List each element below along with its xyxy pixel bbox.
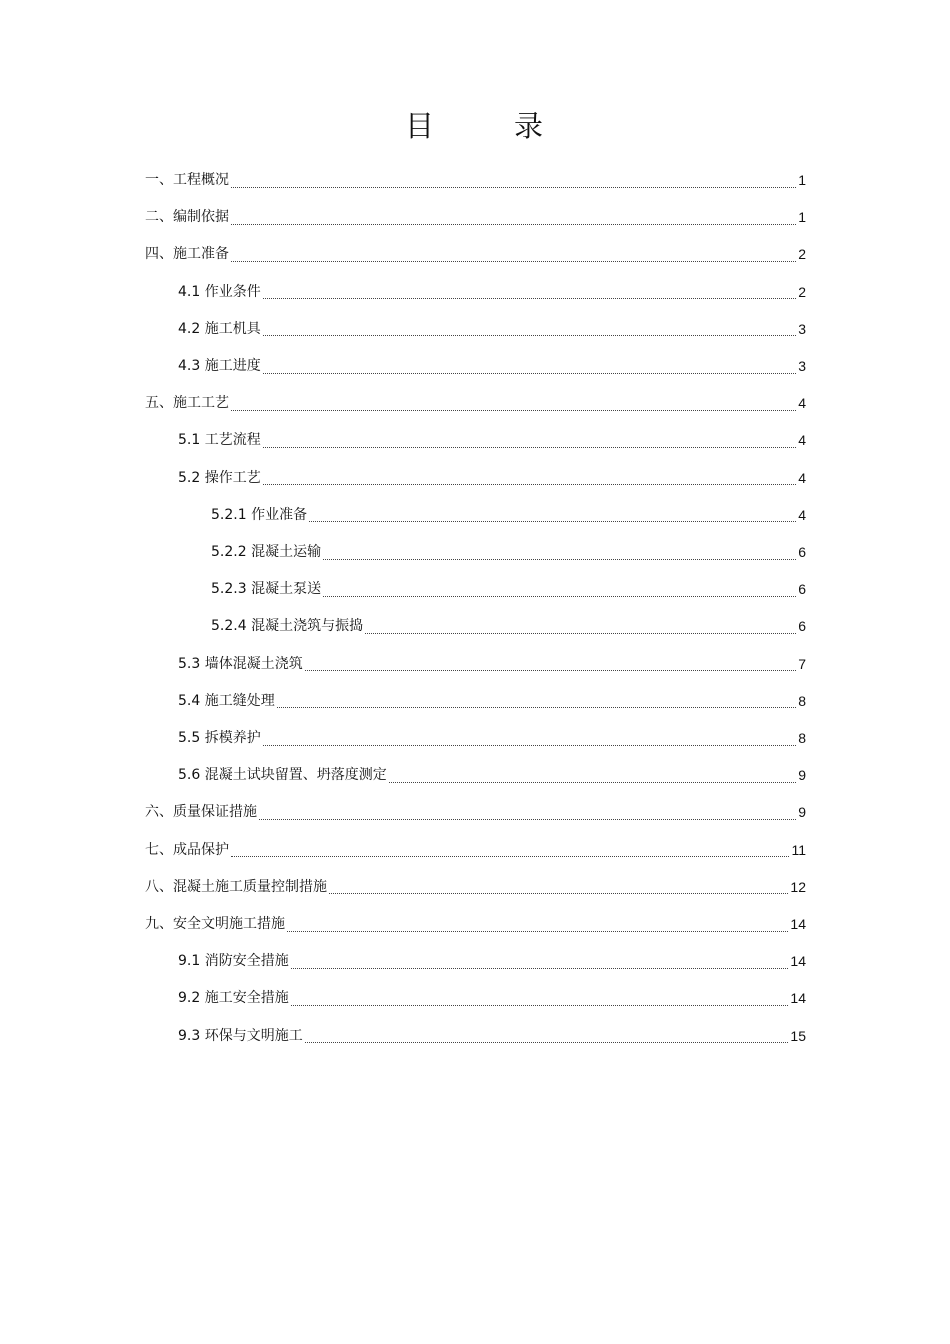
toc-dot-leader xyxy=(305,1041,789,1043)
toc-entry-page-number: 8 xyxy=(798,692,806,709)
toc-entry-page-number: 6 xyxy=(798,581,806,598)
toc-entry-label: 七、成品保护 xyxy=(145,841,229,858)
toc-entry[interactable] xyxy=(178,720,806,757)
toc-entry[interactable] xyxy=(178,274,806,311)
toc-dot-leader xyxy=(231,409,796,411)
toc-entry[interactable] xyxy=(178,943,806,980)
toc-dot-leader xyxy=(231,223,796,225)
toc-entry-page-number: 14 xyxy=(790,953,806,970)
toc-entry-label: 5.2.1 作业准备 xyxy=(211,506,308,523)
toc-entry[interactable] xyxy=(211,571,806,608)
toc-entry-label: 5.3 墙体混凝土浇筑 xyxy=(178,655,303,672)
toc-entry-label: 4.1 作业条件 xyxy=(178,283,261,300)
toc-dot-leader xyxy=(263,483,796,485)
toc-entry[interactable] xyxy=(145,236,806,273)
toc-entry-page-number: 7 xyxy=(798,655,806,672)
toc-dot-leader xyxy=(365,632,796,634)
toc-dot-leader xyxy=(291,967,789,969)
toc-entry-label: 5.2.3 混凝土泵送 xyxy=(211,581,322,598)
toc-entry-label: 5.1 工艺流程 xyxy=(178,432,261,449)
toc-entry-label: 5.5 拆模养护 xyxy=(178,730,261,746)
toc-entry-label: 5.2.2 混凝土运输 xyxy=(211,544,322,560)
toc-entry-page-number: 1 xyxy=(798,172,806,188)
toc-entry-page-number: 9 xyxy=(798,804,806,821)
toc-entry[interactable] xyxy=(145,906,806,943)
toc-entry-page-number: 6 xyxy=(798,544,806,560)
toc-entry[interactable] xyxy=(145,794,806,831)
toc-entry[interactable] xyxy=(211,534,806,571)
toc-entry-label: 一、工程概况 xyxy=(145,172,229,188)
toc-dot-leader xyxy=(263,334,796,336)
toc-entry-page-number: 14 xyxy=(790,990,806,1007)
toc-entry-label: 八、混凝土施工质量控制措施 xyxy=(145,878,327,895)
toc-entry-page-number: 4 xyxy=(798,395,806,412)
toc-dot-leader xyxy=(277,706,796,708)
toc-entry[interactable] xyxy=(178,757,806,794)
toc-entry[interactable] xyxy=(145,832,806,869)
toc-dot-leader xyxy=(329,892,788,894)
toc-entry-label: 9.3 环保与文明施工 xyxy=(178,1027,303,1044)
toc-entry-page-number: 2 xyxy=(798,283,806,300)
toc-entry-page-number: 12 xyxy=(790,878,806,895)
toc-entry[interactable] xyxy=(178,1018,806,1055)
toc-entry-page-number: 14 xyxy=(790,916,806,932)
toc-entry-label: 5.2 操作工艺 xyxy=(178,469,261,486)
toc-entry[interactable] xyxy=(178,460,806,497)
toc-dot-leader xyxy=(291,1004,789,1006)
toc-entry-label: 5.2.4 混凝土浇筑与振捣 xyxy=(211,618,364,635)
toc-entry[interactable] xyxy=(178,348,806,385)
page-title-char-1: 目 xyxy=(404,109,436,143)
toc-entry-label: 四、施工准备 xyxy=(145,246,229,263)
toc-entry-page-number: 9 xyxy=(798,767,806,784)
toc-entry[interactable] xyxy=(145,385,806,422)
toc-entry[interactable] xyxy=(178,646,806,683)
toc-entry-page-number: 6 xyxy=(798,618,806,635)
toc-entry-page-number: 11 xyxy=(791,841,806,858)
toc-entry-label: 9.1 消防安全措施 xyxy=(178,953,289,970)
toc-entry-page-number: 15 xyxy=(790,1027,806,1044)
toc-entry[interactable] xyxy=(145,162,806,199)
toc-entry-label: 4.3 施工进度 xyxy=(178,358,261,374)
toc-dot-leader xyxy=(309,520,796,522)
toc-dot-leader xyxy=(263,297,796,299)
toc-entry[interactable] xyxy=(145,199,806,236)
toc-entry-label: 9.2 施工安全措施 xyxy=(178,990,289,1007)
toc-dot-leader xyxy=(263,446,796,448)
toc-dot-leader xyxy=(389,781,796,783)
toc-entry-page-number: 4 xyxy=(798,432,806,449)
toc-entry[interactable] xyxy=(145,869,806,906)
toc-entry[interactable] xyxy=(178,683,806,720)
toc-entry[interactable] xyxy=(178,311,806,348)
toc-entry[interactable] xyxy=(178,422,806,459)
page-title-char-2: 录 xyxy=(514,109,546,143)
toc-dot-leader xyxy=(263,744,796,746)
toc-entry-label: 九、安全文明施工措施 xyxy=(145,916,285,932)
toc-entry-label: 六、质量保证措施 xyxy=(145,804,257,821)
toc-entry[interactable] xyxy=(211,497,806,534)
toc-entry-page-number: 2 xyxy=(798,246,806,263)
toc-entry-page-number: 4 xyxy=(798,469,806,486)
toc-entry-label: 二、编制依据 xyxy=(145,209,229,226)
page-title xyxy=(0,104,950,145)
toc-entry-label: 五、施工工艺 xyxy=(145,395,229,412)
toc-dot-leader xyxy=(323,558,796,560)
toc-dot-leader xyxy=(231,186,796,188)
toc-entry-page-number: 1 xyxy=(798,209,806,226)
toc-dot-leader xyxy=(305,669,796,671)
toc-dot-leader xyxy=(231,855,789,857)
toc-dot-leader xyxy=(259,818,796,820)
toc-dot-leader xyxy=(323,595,796,597)
toc-entry[interactable] xyxy=(211,608,806,645)
toc-dot-leader xyxy=(287,930,788,932)
toc-entry-page-number: 3 xyxy=(798,320,806,337)
toc-entry-page-number: 4 xyxy=(798,506,806,523)
toc-dot-leader xyxy=(263,372,796,374)
toc-dot-leader xyxy=(231,260,796,262)
toc-entry-label: 5.6 混凝土试块留置、坍落度测定 xyxy=(178,767,387,784)
toc-entry-label: 5.4 施工缝处理 xyxy=(178,692,275,709)
toc-entry-page-number: 8 xyxy=(798,730,806,746)
toc-entry-label: 4.2 施工机具 xyxy=(178,320,261,337)
toc-entry[interactable] xyxy=(178,980,806,1017)
toc-entry-page-number: 3 xyxy=(798,358,806,374)
